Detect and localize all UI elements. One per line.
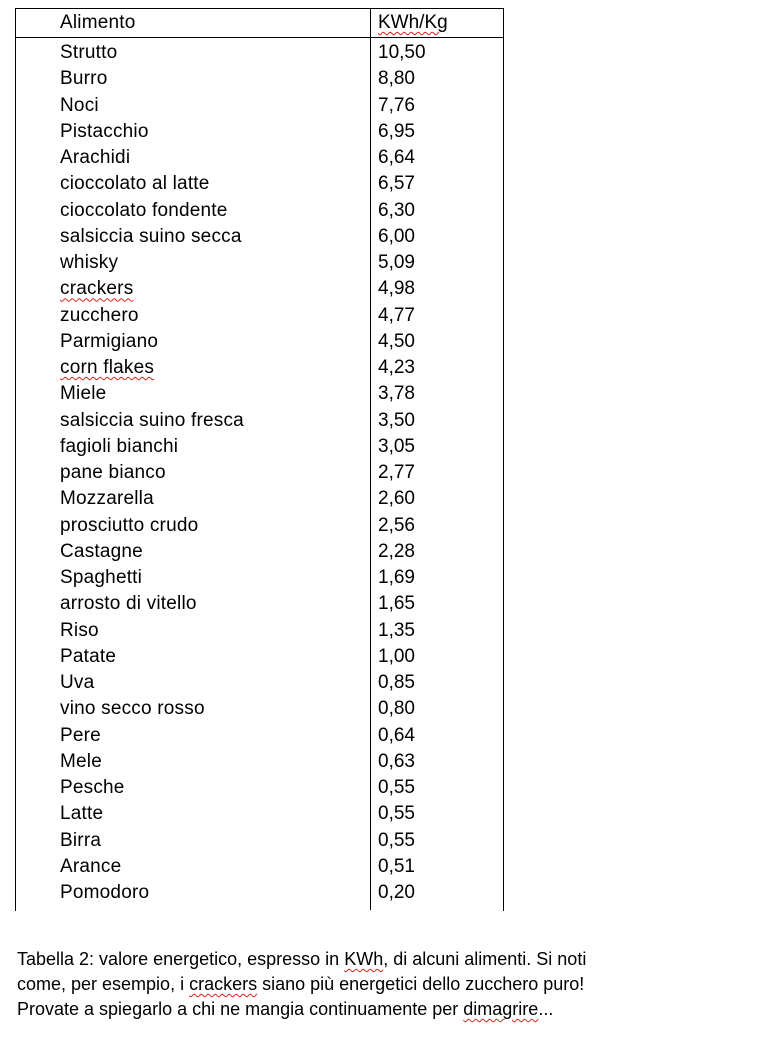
food-name: prosciutto crudo	[60, 514, 199, 536]
food-name: salsiccia suino secca	[60, 225, 242, 247]
table-caption	[17, 947, 777, 1022]
food-name: Pistacchio	[60, 120, 149, 142]
table-row	[16, 854, 503, 880]
table-row	[16, 224, 503, 250]
caption-line-3: Provate a spiegarlo a chi ne mangia continuamente per dimagrire...	[17, 999, 554, 1019]
food-name: Pomodoro	[60, 882, 150, 903]
energy-value: 6,57	[378, 173, 415, 195]
table-row	[16, 513, 503, 539]
energy-value: 0,55	[378, 803, 415, 825]
food-name: Strutto	[60, 42, 118, 63]
food-name: Spaghetti	[60, 567, 143, 588]
energy-value: 0,80	[378, 698, 415, 720]
header-value: KWh/Kg	[378, 12, 448, 33]
table-row	[16, 119, 503, 145]
energy-value: 5,09	[378, 252, 415, 273]
food-name: Latte	[60, 803, 104, 825]
energy-value: 1,65	[378, 593, 415, 615]
energy-table	[15, 8, 504, 911]
table-row	[16, 486, 503, 512]
energy-value: 4,23	[378, 357, 415, 378]
food-name: Castagne	[60, 540, 143, 562]
food-name: fagioli bianchi	[60, 435, 179, 457]
table-row	[16, 723, 503, 749]
table-row	[16, 749, 503, 775]
energy-value: 0,55	[378, 829, 415, 851]
food-name: Burro	[60, 68, 108, 90]
food-name: Parmigiano	[60, 330, 159, 352]
energy-value: 8,80	[378, 68, 415, 90]
table-row	[16, 618, 503, 644]
table-row	[16, 539, 503, 565]
table-row	[16, 460, 503, 486]
food-name: vino secco rosso	[60, 698, 205, 720]
energy-value: 3,50	[378, 409, 415, 431]
food-name: Arance	[60, 855, 122, 877]
food-name: cioccolato fondente	[60, 199, 228, 221]
table-row	[16, 381, 503, 407]
energy-value: 2,28	[378, 540, 415, 562]
table-row	[16, 40, 503, 66]
energy-value: 0,64	[378, 724, 415, 746]
food-name: pane bianco	[60, 462, 166, 483]
table-row	[16, 801, 503, 827]
table-row	[16, 670, 503, 696]
energy-value: 1,35	[378, 619, 415, 641]
food-name: Mozzarella	[60, 488, 154, 510]
energy-value: 1,00	[378, 645, 415, 667]
food-name: Arachidi	[60, 147, 131, 168]
table-row	[16, 329, 503, 355]
food-name: Birra	[60, 829, 102, 851]
energy-value: 0,63	[378, 750, 415, 772]
energy-value: 2,60	[378, 488, 415, 510]
table-row	[16, 355, 503, 381]
table-row	[16, 591, 503, 617]
table-row	[16, 198, 503, 224]
caption-line-2: come, per esempio, i crackers siano più energetici dello zucchero puro!	[17, 974, 585, 994]
table-row	[16, 644, 503, 670]
energy-value: 1,69	[378, 567, 415, 588]
food-name: Uva	[60, 672, 95, 693]
caption-line-1: Tabella 2: valore energetico, espresso in KWh, di alcuni alimenti. Si noti	[17, 949, 587, 969]
energy-value: 0,55	[378, 777, 415, 798]
energy-value: 10,50	[378, 42, 426, 63]
food-name: zucchero	[60, 304, 139, 326]
table-row	[16, 145, 503, 171]
table-row	[16, 696, 503, 722]
energy-value: 4,50	[378, 330, 415, 352]
table-row	[16, 775, 503, 801]
energy-value: 3,05	[378, 435, 415, 457]
table-row	[16, 171, 503, 197]
energy-value: 4,77	[378, 304, 415, 326]
food-name: whisky	[60, 252, 119, 273]
table-row	[16, 828, 503, 854]
header-food: Alimento	[60, 12, 136, 33]
table-row	[16, 565, 503, 591]
food-name: salsiccia suino fresca	[60, 409, 244, 431]
food-name: Pesche	[60, 777, 125, 798]
energy-value: 0,20	[378, 882, 415, 903]
table-row	[16, 93, 503, 119]
energy-value: 0,85	[378, 672, 415, 693]
table-row	[16, 250, 503, 276]
table-row	[16, 880, 503, 906]
food-name: Miele	[60, 383, 107, 405]
table-row	[16, 276, 503, 302]
table-row	[16, 66, 503, 92]
table-row	[16, 303, 503, 329]
energy-value: 6,64	[378, 147, 415, 168]
food-name: Noci	[60, 94, 99, 116]
energy-value: 0,51	[378, 855, 415, 877]
food-name: Mele	[60, 750, 102, 772]
energy-value: 6,00	[378, 225, 415, 247]
food-name: arrosto di vitello	[60, 593, 197, 615]
food-name: crackers	[60, 278, 134, 300]
energy-value: 3,78	[378, 383, 415, 405]
energy-value: 2,77	[378, 462, 415, 483]
energy-value: 2,56	[378, 514, 415, 536]
food-name: cioccolato al latte	[60, 173, 210, 195]
food-name: Patate	[60, 645, 117, 667]
energy-value: 7,76	[378, 94, 415, 116]
food-name: Riso	[60, 619, 99, 641]
food-name: Pere	[60, 724, 101, 746]
food-name: corn flakes	[60, 357, 155, 378]
header-divider	[16, 37, 503, 38]
energy-value: 4,98	[378, 278, 415, 300]
energy-value: 6,95	[378, 120, 415, 142]
energy-value: 6,30	[378, 199, 415, 221]
table-row	[16, 408, 503, 434]
table-header-row	[16, 10, 503, 36]
table-row	[16, 434, 503, 460]
